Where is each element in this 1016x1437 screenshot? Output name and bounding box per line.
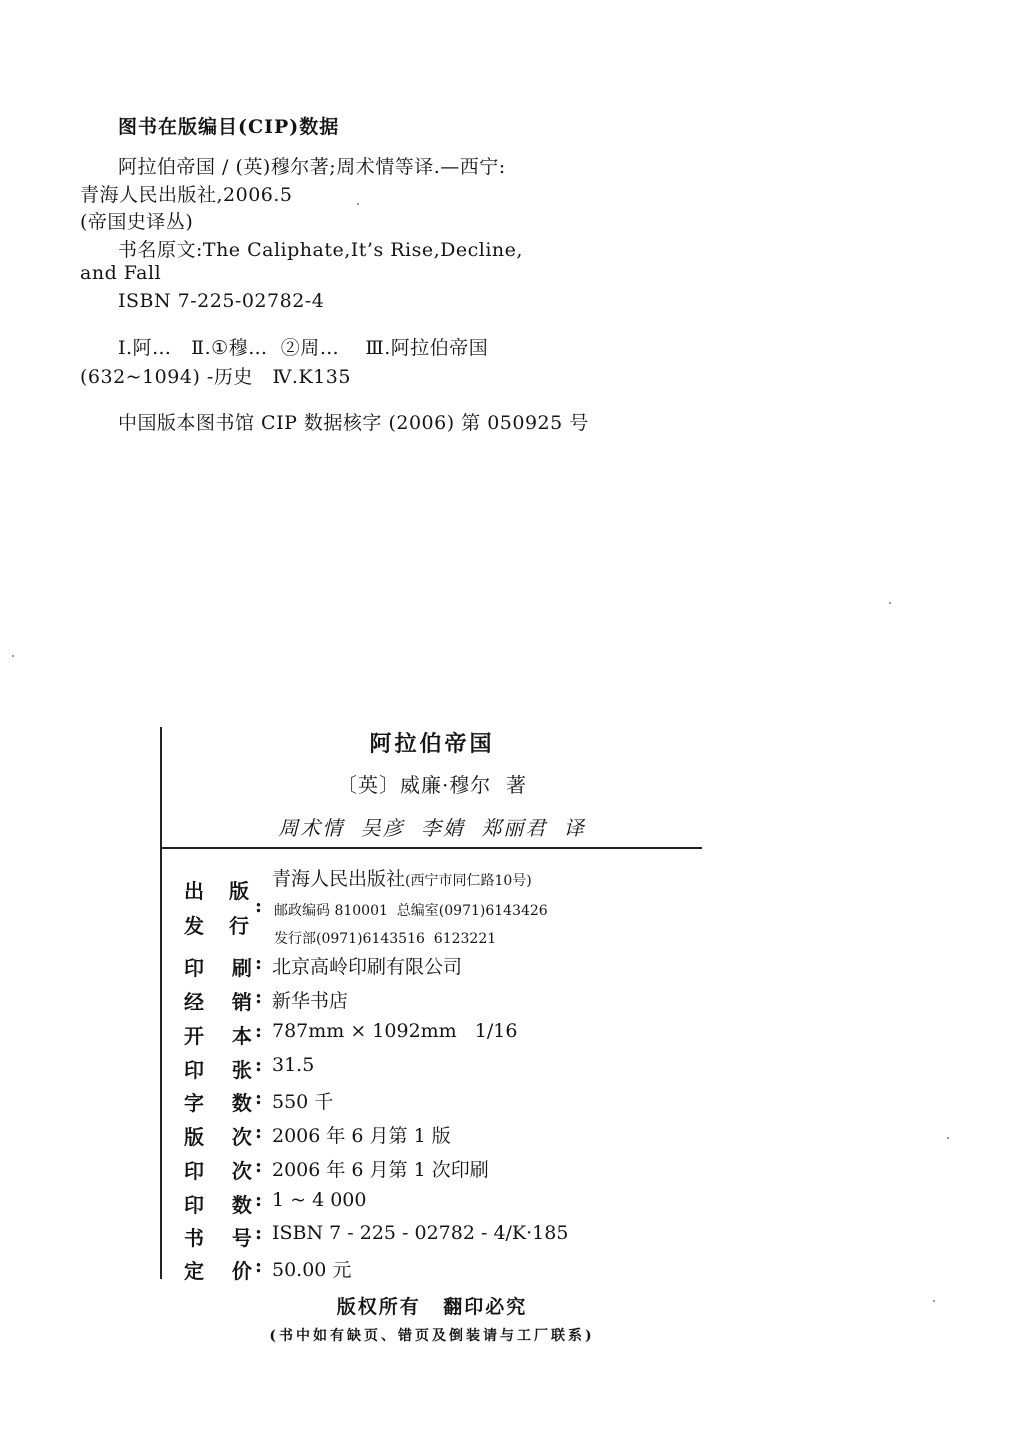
cip-line-9: 中国版本图书馆 CIP 数据核字 (2006) 第 050925 号 [118,412,589,434]
cip-heading: 图书在版编目(CIP)数据 [118,116,340,138]
detail-value: 550 千 [272,1091,334,1113]
publisher-name: 青海人民出版社 [272,868,406,890]
postal-line: 邮政编码 810001 总编室(0971)6143426 [274,903,548,919]
detail-colon: : [255,1222,263,1244]
cip-line-1: 阿拉伯帝国 / (英)穆尔著;周术情等译.—西宁: [118,156,506,178]
detail-value: 北京高岭印刷有限公司 [272,956,463,978]
cip-line-3: (帝国史译丛) [80,211,194,233]
detail-colon: : [255,952,263,974]
detail-value: 31.5 [272,1054,315,1076]
detail-label: 印 张 [184,1058,252,1082]
scan-speck [889,602,891,604]
label-ban: 版 [229,879,249,903]
detail-label: 字 数 [184,1091,252,1115]
cip-line-4: 书名原文:The Caliphate,It’s Rise,Decline, [118,239,523,261]
cip-line-7: Ⅰ.阿… Ⅱ.①穆… ②周… Ⅲ.阿拉伯帝国 [118,337,489,359]
detail-colon: : [255,1155,263,1177]
cip-line-2: 青海人民出版社,2006.5 [80,184,293,206]
detail-value: 2006 年 6 月第 1 版 [272,1125,451,1147]
colophon-vertical-rule [160,727,162,1279]
distribution-line: 发行部(0971)6143516 6123221 [274,931,497,947]
detail-label: 版 次 [184,1125,252,1149]
detail-value: 新华书店 [272,990,349,1012]
detail-value: 50.00 元 [272,1259,352,1281]
detail-colon: : [255,1020,263,1042]
book-title: 阿拉伯帝国 [369,731,495,757]
publisher-colon: : [255,895,263,917]
detail-colon: : [255,1054,263,1076]
defect-notice: (书中如有缺页、错页及倒装请与工厂联系) [269,1328,595,1344]
book-author: 〔英〕威廉·穆尔 著 [336,773,528,797]
publisher-address: (西宁市同仁路10号) [405,873,532,889]
cip-line-5: and Fall [80,262,162,284]
detail-colon: : [255,1189,263,1211]
scan-speck [933,1300,935,1302]
detail-colon: : [255,986,263,1008]
label-fa: 发 [184,914,204,938]
detail-value: 1 ~ 4 000 [272,1189,367,1211]
scan-speck [947,1137,949,1139]
publisher-name-line [272,864,532,891]
book-translators: 周术情 吴彦 李婧 郑丽君 译 [278,816,586,840]
cip-line-8: (632~1094) -历史 Ⅳ.K135 [80,366,351,388]
detail-value: 2006 年 6 月第 1 次印刷 [272,1159,489,1181]
detail-value: ISBN 7 - 225 - 02782 - 4/K·185 [272,1222,569,1244]
label-xing: 行 [229,914,249,938]
detail-label: 经 销 [184,990,252,1014]
detail-colon: : [255,1087,263,1109]
detail-colon: : [255,1121,263,1143]
detail-value: 787mm × 1092mm 1/16 [272,1020,518,1042]
cip-line-6: ISBN 7-225-02782-4 [118,290,325,312]
detail-label: 印 数 [184,1193,252,1217]
detail-colon: : [255,1255,263,1277]
scan-speck [12,655,14,657]
detail-label: 印 次 [184,1159,252,1183]
detail-label: 定 价 [184,1259,252,1283]
detail-label: 书 号 [184,1226,252,1250]
scan-speck [357,203,359,205]
label-chu: 出 [184,879,204,903]
detail-label: 开 本 [184,1024,252,1048]
detail-label: 印 刷 [184,956,252,980]
copyright-line: 版权所有 翻印必究 [336,1296,528,1318]
colophon-horizontal-rule [162,847,702,849]
